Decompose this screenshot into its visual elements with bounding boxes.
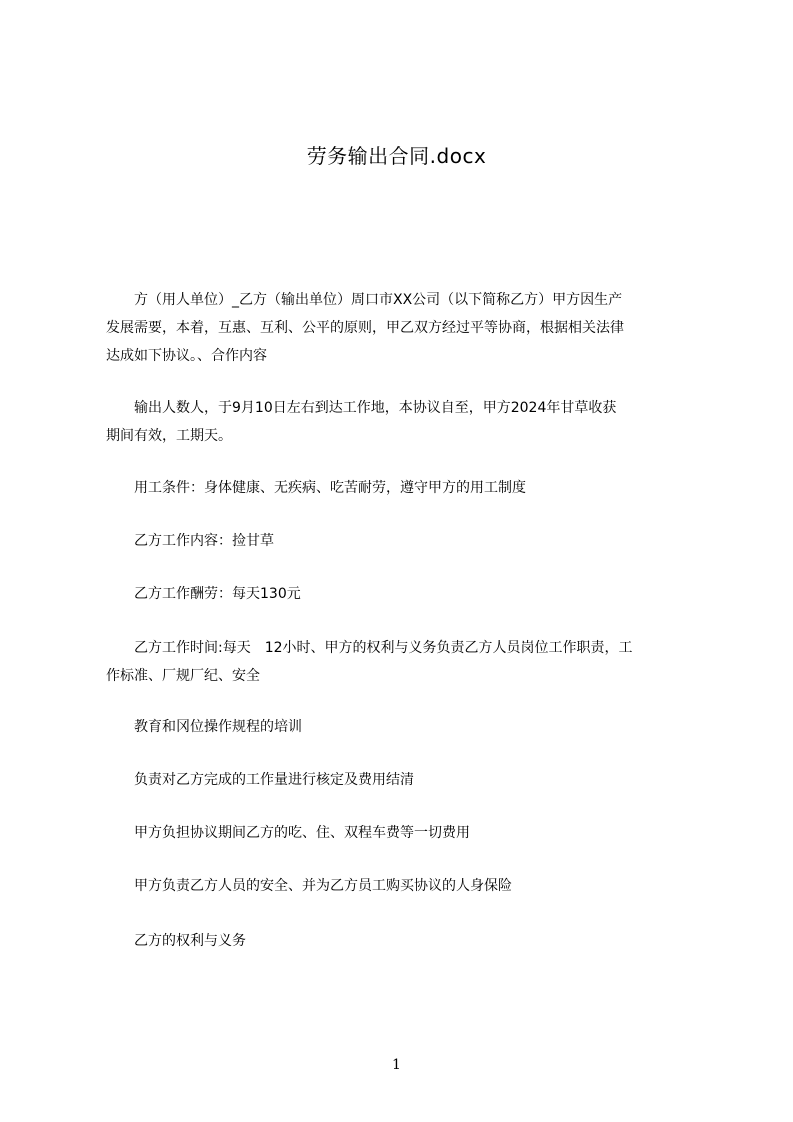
paragraph-line: 方（用人单位）_乙方（输出单位）周口市XX公司（以下简称乙方）甲方因生产 [106,292,623,308]
paragraph-line: 乙方工作内容：捡甘草 [106,533,274,549]
paragraph-line: 达成如下协议。、合作内容 [106,348,267,364]
paragraph-hours [106,634,706,690]
paragraph-line: 甲方负责乙方人员的安全、并为乙方员工购买协议的人身保险 [106,878,512,894]
paragraph-line: 期间有效，工期天。 [106,428,232,444]
paragraph-rights [106,927,706,955]
paragraph-parties [106,286,706,370]
paragraph-line: 输出人数人，于9月10日左右到达工作地，本协议自至，甲方2024年甘草收获 [106,400,617,416]
paragraph-line: 乙方工作酬劳：每天130元 [106,586,301,602]
paragraph-work-content [106,527,706,555]
page-title: 劳务输出合同.docx [306,144,487,168]
paragraph-line: 发展需要，本着，互惠、互利、公平的原则，甲乙双方经过平等协商，根据相关法律 [106,320,624,336]
paragraph-line: 负责对乙方完成的工作量进行核定及费用结清 [106,772,414,788]
paragraph-pay [106,580,706,608]
paragraph-line: 乙方的权利与义务 [106,933,246,949]
paragraph-line: 教育和冈位操作规程的培训 [106,719,302,735]
paragraph-line: 作标准、厂规厂纪、安全 [106,668,260,684]
paragraph-line: 甲方负担协议期间乙方的吃、住、双程车费等一切费用 [106,825,470,841]
paragraph-line: 用工条件：身体健康、无疾病、吃苦耐劳，遵守甲方的用工制度 [106,480,526,496]
paragraph-settlement [106,766,706,794]
paragraph-safety [106,872,706,900]
paragraph-line: 乙方工作时间:每天 12小时、甲方的权利与义务负责乙方人员岗位工作职责，工 [106,640,633,656]
paragraph-expenses [106,819,706,847]
paragraph-conditions [106,474,706,502]
paragraph-workers [106,394,706,450]
paragraph-training [106,713,706,741]
page-number: 1 [392,1057,401,1073]
